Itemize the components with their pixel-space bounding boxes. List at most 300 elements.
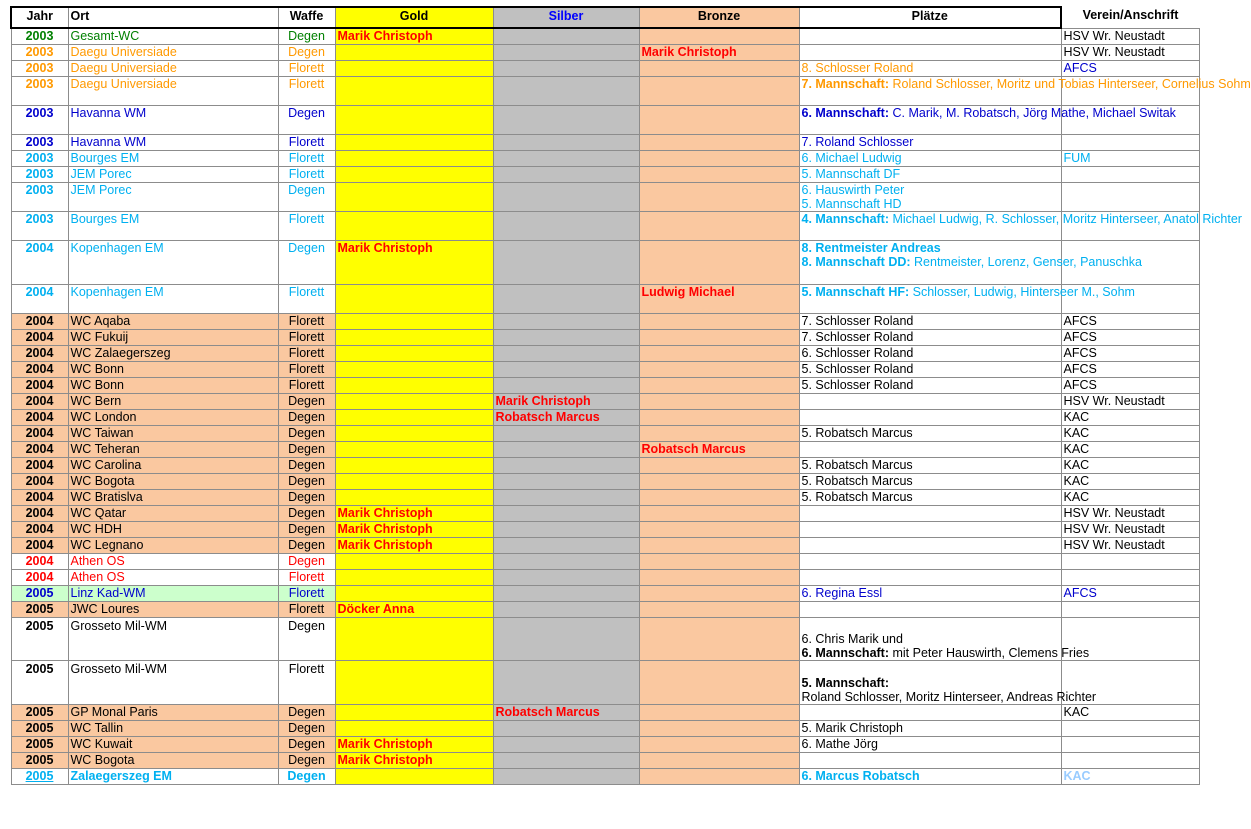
cell-bronze: [639, 409, 799, 425]
cell-ort: Daegu Universiade: [68, 60, 278, 76]
cell-gold: [335, 76, 493, 105]
cell-bronze: [639, 377, 799, 393]
cell-verein: AFCS: [1061, 313, 1199, 329]
cell-bronze: Robatsch Marcus: [639, 441, 799, 457]
cell-gold: Marik Christoph: [335, 537, 493, 553]
plaetze-text: 7. Schlosser Roland: [801, 329, 914, 344]
cell-verein: [1061, 553, 1199, 569]
table-row: [11, 617, 1199, 660]
cell-plaetze: [799, 329, 1061, 345]
plaetze-text: 8. Schlosser Roland: [801, 60, 914, 75]
cell-ort: Daegu Universiade: [68, 44, 278, 60]
cell-silber: [493, 457, 639, 473]
cell-ort: WC Bogota: [68, 473, 278, 489]
table-row: [11, 377, 1199, 393]
cell-bronze: [639, 720, 799, 736]
cell-jahr: 2003: [11, 76, 68, 105]
cell-bronze: [639, 585, 799, 601]
cell-bronze: [639, 28, 799, 44]
cell-waffe: Florett: [278, 361, 335, 377]
plaetze-text: mit Peter Hauswirth, Clemens Fries: [889, 645, 1090, 660]
table-row: [11, 211, 1199, 240]
cell-plaetze: [799, 537, 1061, 553]
cell-bronze: [639, 457, 799, 473]
cell-plaetze: [799, 489, 1061, 505]
cell-plaetze: [799, 28, 1061, 44]
plaetze-text: 5. Robatsch Marcus: [801, 425, 913, 440]
cell-jahr: 2003: [11, 105, 68, 134]
cell-gold: [335, 457, 493, 473]
cell-ort: JWC Loures: [68, 601, 278, 617]
cell-waffe: Florett: [278, 569, 335, 585]
cell-gold: [335, 425, 493, 441]
plaetze-bold: 6. Mannschaft:: [801, 105, 890, 120]
cell-plaetze: [799, 134, 1061, 150]
cell-ort: WC Zalaegerszeg: [68, 345, 278, 361]
cell-jahr: 2004: [11, 489, 68, 505]
table-row: [11, 441, 1199, 457]
cell-jahr: 2004: [11, 505, 68, 521]
cell-silber: [493, 240, 639, 284]
cell-plaetze: [799, 585, 1061, 601]
table-row: [11, 473, 1199, 489]
cell-silber: [493, 617, 639, 660]
cell-silber: [493, 211, 639, 240]
cell-silber: [493, 313, 639, 329]
cell-waffe: Degen: [278, 489, 335, 505]
cell-plaetze: [799, 240, 1142, 284]
table-row: [11, 284, 1199, 313]
cell-waffe: Florett: [278, 166, 335, 182]
cell-bronze: [639, 361, 799, 377]
cell-ort: Grosseto Mil-WM: [68, 617, 278, 660]
cell-jahr: 2003: [11, 28, 68, 44]
cell-silber: [493, 166, 639, 182]
cell-waffe: Florett: [278, 134, 335, 150]
cell-waffe: Degen: [278, 457, 335, 473]
cell-plaetze: [799, 425, 1061, 441]
results-body: [11, 28, 1251, 784]
cell-ort: WC HDH: [68, 521, 278, 537]
cell-bronze: [639, 166, 799, 182]
plaetze-bold: 8. Rentmeister Andreas: [801, 240, 941, 255]
plaetze-text: Roland Schlosser, Moritz und Tobias Hinterseer, Cornelius Sohm: [889, 76, 1251, 91]
cell-gold: [335, 134, 493, 150]
cell-verein: [1061, 166, 1199, 182]
cell-plaetze: [799, 736, 1061, 752]
cell-silber: [493, 60, 639, 76]
cell-bronze: [639, 313, 799, 329]
cell-plaetze: [799, 105, 1176, 134]
cell-gold: [335, 60, 493, 76]
table-row: [11, 736, 1199, 752]
cell-bronze: [639, 393, 799, 409]
cell-gold: Marik Christoph: [335, 736, 493, 752]
cell-plaetze: [799, 441, 1061, 457]
cell-plaetze: [799, 409, 1061, 425]
cell-gold: [335, 166, 493, 182]
cell-silber: [493, 377, 639, 393]
cell-ort: WC Teheran: [68, 441, 278, 457]
cell-ort: WC Bonn: [68, 377, 278, 393]
cell-bronze: [639, 76, 799, 105]
cell-bronze: [639, 617, 799, 660]
cell-waffe: Degen: [278, 752, 335, 768]
cell-silber: [493, 585, 639, 601]
cell-gold: Marik Christoph: [335, 28, 493, 44]
cell-plaetze: [799, 617, 1090, 660]
table-row: [11, 361, 1199, 377]
table-row: [11, 329, 1199, 345]
cell-jahr: 2003: [11, 150, 68, 166]
cell-verein: KAC: [1061, 409, 1199, 425]
cell-bronze: [639, 660, 799, 704]
cell-waffe: Degen: [278, 473, 335, 489]
cell-bronze: [639, 752, 799, 768]
cell-jahr: 2003: [11, 182, 68, 211]
plaetze-bold: 8. Mannschaft DD:: [801, 254, 911, 269]
table-row: [11, 521, 1199, 537]
cell-bronze: [639, 425, 799, 441]
cell-jahr: 2005: [11, 585, 68, 601]
cell-verein: AFCS: [1061, 377, 1199, 393]
cell-verein: KAC: [1061, 704, 1199, 720]
cell-plaetze: [799, 473, 1061, 489]
cell-silber: [493, 660, 639, 704]
cell-jahr: 2005: [11, 617, 68, 660]
plaetze-text: Michael Ludwig, R. Schlosser, Moritz Hinterseer, Anatol Richter: [889, 211, 1242, 226]
cell-plaetze: [799, 166, 1061, 182]
plaetze-bold: 4. Mannschaft:: [801, 211, 890, 226]
plaetze-text: 6. Marcus Robatsch: [801, 768, 920, 783]
cell-gold: [335, 393, 493, 409]
cell-silber: [493, 134, 639, 150]
cell-plaetze: [799, 553, 1061, 569]
plaetze-text: 5. Marik Christoph: [801, 720, 903, 735]
plaetze-bold: 6. Mannschaft:: [801, 645, 890, 660]
cell-gold: [335, 473, 493, 489]
cell-ort: WC Aqaba: [68, 313, 278, 329]
cell-ort: WC Kuwait: [68, 736, 278, 752]
cell-jahr: 2004: [11, 569, 68, 585]
cell-silber: [493, 150, 639, 166]
cell-verein: KAC: [1061, 473, 1199, 489]
plaetze-text: Schlosser, Ludwig, Hinterseer M., Sohm: [909, 284, 1135, 299]
table-row: [11, 585, 1199, 601]
cell-bronze: [639, 60, 799, 76]
cell-bronze: [639, 182, 799, 211]
table-row: [11, 313, 1199, 329]
table-row: [11, 425, 1199, 441]
header-waffe: Waffe: [278, 7, 335, 28]
cell-silber: [493, 28, 639, 44]
cell-bronze: [639, 768, 799, 784]
table-row: [11, 457, 1199, 473]
cell-jahr: 2004: [11, 345, 68, 361]
table-row: [11, 76, 1199, 105]
cell-ort: WC Bratislva: [68, 489, 278, 505]
cell-plaetze: [799, 182, 1061, 211]
cell-bronze: Ludwig Michael: [639, 284, 799, 313]
cell-plaetze: [799, 704, 1061, 720]
cell-gold: [335, 617, 493, 660]
cell-verein: [1061, 569, 1199, 585]
table-row: [11, 240, 1199, 284]
cell-jahr: 2004: [11, 240, 68, 284]
cell-silber: [493, 569, 639, 585]
cell-bronze: [639, 521, 799, 537]
cell-waffe: Florett: [278, 585, 335, 601]
header-plaetze: Plätze: [799, 7, 1061, 28]
cell-jahr: 2005: [11, 660, 68, 704]
cell-waffe: Degen: [278, 409, 335, 425]
plaetze-text: 6. Mathe Jörg: [801, 736, 878, 751]
cell-bronze: [639, 134, 799, 150]
cell-jahr: 2004: [11, 361, 68, 377]
cell-verein: HSV Wr. Neustadt: [1061, 393, 1199, 409]
cell-jahr: 2003: [11, 60, 68, 76]
cell-waffe: Degen: [278, 505, 335, 521]
table-row: [11, 182, 1199, 211]
cell-verein: AFCS: [1061, 345, 1199, 361]
header-silber: Silber: [493, 7, 639, 28]
cell-waffe: Degen: [278, 617, 335, 660]
cell-jahr: 2003: [11, 134, 68, 150]
cell-gold: [335, 704, 493, 720]
cell-plaetze: [799, 44, 1061, 60]
cell-waffe: Florett: [278, 313, 335, 329]
table-row: [11, 601, 1199, 617]
cell-verein: HSV Wr. Neustadt: [1061, 537, 1199, 553]
cell-bronze: [639, 211, 799, 240]
cell-ort: WC Bern: [68, 393, 278, 409]
plaetze-text: 7. Roland Schlosser: [801, 134, 914, 149]
cell-waffe: Degen: [278, 44, 335, 60]
plaetze-text: 6. Schlosser Roland: [801, 345, 914, 360]
table-row: [11, 660, 1199, 704]
table-row: [11, 768, 1199, 784]
cell-jahr: 2004: [11, 284, 68, 313]
cell-verein: KAC: [1061, 768, 1199, 784]
cell-silber: [493, 505, 639, 521]
cell-bronze: [639, 601, 799, 617]
cell-gold: Marik Christoph: [335, 505, 493, 521]
cell-ort: WC Taiwan: [68, 425, 278, 441]
cell-jahr: 2004: [11, 521, 68, 537]
cell-ort: JEM Porec: [68, 182, 278, 211]
table-row: [11, 537, 1199, 553]
cell-bronze: [639, 569, 799, 585]
plaetze-text: C. Marik, M. Robatsch, Jörg Mathe, Michael Switak: [889, 105, 1176, 120]
cell-waffe: Degen: [278, 393, 335, 409]
cell-silber: [493, 182, 639, 211]
cell-waffe: Degen: [278, 105, 335, 134]
cell-silber: [493, 489, 639, 505]
cell-plaetze: [799, 521, 1061, 537]
table-row: [11, 505, 1199, 521]
cell-jahr: 2005: [11, 752, 68, 768]
header-jahr: Jahr: [11, 7, 68, 28]
plaetze-text: 7. Schlosser Roland: [801, 313, 914, 328]
cell-waffe: Degen: [278, 537, 335, 553]
cell-bronze: [639, 736, 799, 752]
table-row: [11, 134, 1199, 150]
cell-gold: [335, 489, 493, 505]
cell-silber: [493, 76, 639, 105]
table-row: [11, 166, 1199, 182]
cell-plaetze: [799, 601, 1061, 617]
plaetze-text: 5. Mannschaft HD: [801, 196, 902, 211]
cell-ort: Bourges EM: [68, 211, 278, 240]
cell-jahr: 2005: [11, 768, 68, 784]
cell-ort: Havanna WM: [68, 105, 278, 134]
cell-silber: [493, 752, 639, 768]
cell-plaetze: [799, 361, 1061, 377]
plaetze-text: 5. Robatsch Marcus: [801, 473, 913, 488]
table-row: [11, 345, 1199, 361]
cell-verein: HSV Wr. Neustadt: [1061, 28, 1199, 44]
cell-ort: WC Tallin: [68, 720, 278, 736]
cell-plaetze: [799, 60, 1061, 76]
cell-verein: [1061, 720, 1199, 736]
cell-bronze: [639, 105, 799, 134]
plaetze-text: 5. Schlosser Roland: [801, 361, 914, 376]
cell-verein: [1061, 736, 1199, 752]
cell-verein: AFCS: [1061, 361, 1199, 377]
cell-bronze: [639, 553, 799, 569]
plaetze-text: 6. Michael Ludwig: [801, 150, 902, 165]
cell-bronze: [639, 704, 799, 720]
table-row: [11, 569, 1199, 585]
cell-jahr: 2004: [11, 457, 68, 473]
table-row: [11, 752, 1199, 768]
cell-ort: Athen OS: [68, 553, 278, 569]
cell-ort: Grosseto Mil-WM: [68, 660, 278, 704]
cell-waffe: Degen: [278, 720, 335, 736]
cell-silber: [493, 601, 639, 617]
cell-verein: KAC: [1061, 425, 1199, 441]
cell-ort: Linz Kad-WM: [68, 585, 278, 601]
cell-gold: [335, 345, 493, 361]
cell-plaetze: [799, 313, 1061, 329]
cell-silber: [493, 553, 639, 569]
table-row: [11, 409, 1199, 425]
header-row: [11, 7, 1199, 28]
cell-bronze: [639, 329, 799, 345]
cell-waffe: Degen: [278, 736, 335, 752]
plaetze-text: 5. Schlosser Roland: [801, 377, 914, 392]
cell-verein: [1061, 752, 1199, 768]
header-verein: Verein/Anschrift: [1061, 7, 1199, 28]
cell-jahr: 2003: [11, 211, 68, 240]
cell-waffe: Degen: [278, 28, 335, 44]
plaetze-text: 5. Robatsch Marcus: [801, 489, 913, 504]
cell-plaetze: [799, 720, 1061, 736]
cell-silber: [493, 425, 639, 441]
cell-jahr: 2004: [11, 553, 68, 569]
cell-jahr: 2005: [11, 720, 68, 736]
cell-plaetze: [799, 505, 1061, 521]
cell-plaetze: [799, 752, 1061, 768]
header-ort: Ort: [68, 7, 278, 28]
cell-verein: HSV Wr. Neustadt: [1061, 521, 1199, 537]
cell-gold: [335, 720, 493, 736]
cell-jahr: 2004: [11, 425, 68, 441]
cell-plaetze: [799, 569, 1061, 585]
cell-waffe: Florett: [278, 345, 335, 361]
cell-jahr: 2004: [11, 473, 68, 489]
cell-verein: HSV Wr. Neustadt: [1061, 44, 1199, 60]
cell-verein: AFCS: [1061, 329, 1199, 345]
cell-waffe: Florett: [278, 377, 335, 393]
cell-ort: Zalaegerszeg EM: [68, 768, 278, 784]
cell-gold: Marik Christoph: [335, 521, 493, 537]
table-row: [11, 105, 1199, 134]
cell-silber: [493, 105, 639, 134]
cell-waffe: Degen: [278, 425, 335, 441]
cell-waffe: Degen: [278, 182, 335, 211]
cell-gold: [335, 768, 493, 784]
plaetze-text: Roland Schlosser, Moritz Hinterseer, Andreas Richter: [801, 689, 1097, 704]
cell-jahr: 2004: [11, 377, 68, 393]
cell-plaetze: [799, 284, 1135, 313]
table-row: [11, 150, 1199, 166]
cell-ort: Gesamt-WC: [68, 28, 278, 44]
cell-jahr: 2004: [11, 537, 68, 553]
plaetze-bold: 7. Mannschaft:: [801, 76, 890, 91]
cell-gold: [335, 361, 493, 377]
cell-silber: [493, 361, 639, 377]
cell-ort: WC Carolina: [68, 457, 278, 473]
cell-plaetze: [799, 150, 1061, 166]
plaetze-line: 5. Mannschaft:: [801, 675, 890, 690]
cell-bronze: [639, 537, 799, 553]
results-table: [10, 6, 1251, 785]
cell-silber: [493, 521, 639, 537]
cell-waffe: Degen: [278, 521, 335, 537]
cell-gold: [335, 105, 493, 134]
cell-waffe: Florett: [278, 60, 335, 76]
cell-ort: JEM Porec: [68, 166, 278, 182]
plaetze-text: 5. Robatsch Marcus: [801, 457, 913, 472]
cell-gold: [335, 150, 493, 166]
cell-silber: Robatsch Marcus: [493, 409, 639, 425]
cell-plaetze: [799, 768, 1061, 784]
cell-bronze: [639, 240, 799, 284]
table-row: [11, 28, 1199, 44]
cell-silber: [493, 736, 639, 752]
cell-jahr: 2005: [11, 736, 68, 752]
cell-waffe: Degen: [278, 553, 335, 569]
cell-waffe: Degen: [278, 768, 335, 784]
cell-gold: [335, 409, 493, 425]
cell-plaetze: [799, 76, 1251, 105]
cell-bronze: [639, 345, 799, 361]
cell-gold: Marik Christoph: [335, 240, 493, 284]
cell-bronze: [639, 489, 799, 505]
cell-gold: [335, 585, 493, 601]
cell-ort: WC Bonn: [68, 361, 278, 377]
cell-jahr: 2004: [11, 329, 68, 345]
cell-ort: WC Qatar: [68, 505, 278, 521]
cell-plaetze: [799, 457, 1061, 473]
cell-silber: Marik Christoph: [493, 393, 639, 409]
cell-jahr: 2004: [11, 393, 68, 409]
cell-waffe: Florett: [278, 660, 335, 704]
cell-gold: Marik Christoph: [335, 752, 493, 768]
cell-silber: [493, 768, 639, 784]
cell-silber: [493, 537, 639, 553]
